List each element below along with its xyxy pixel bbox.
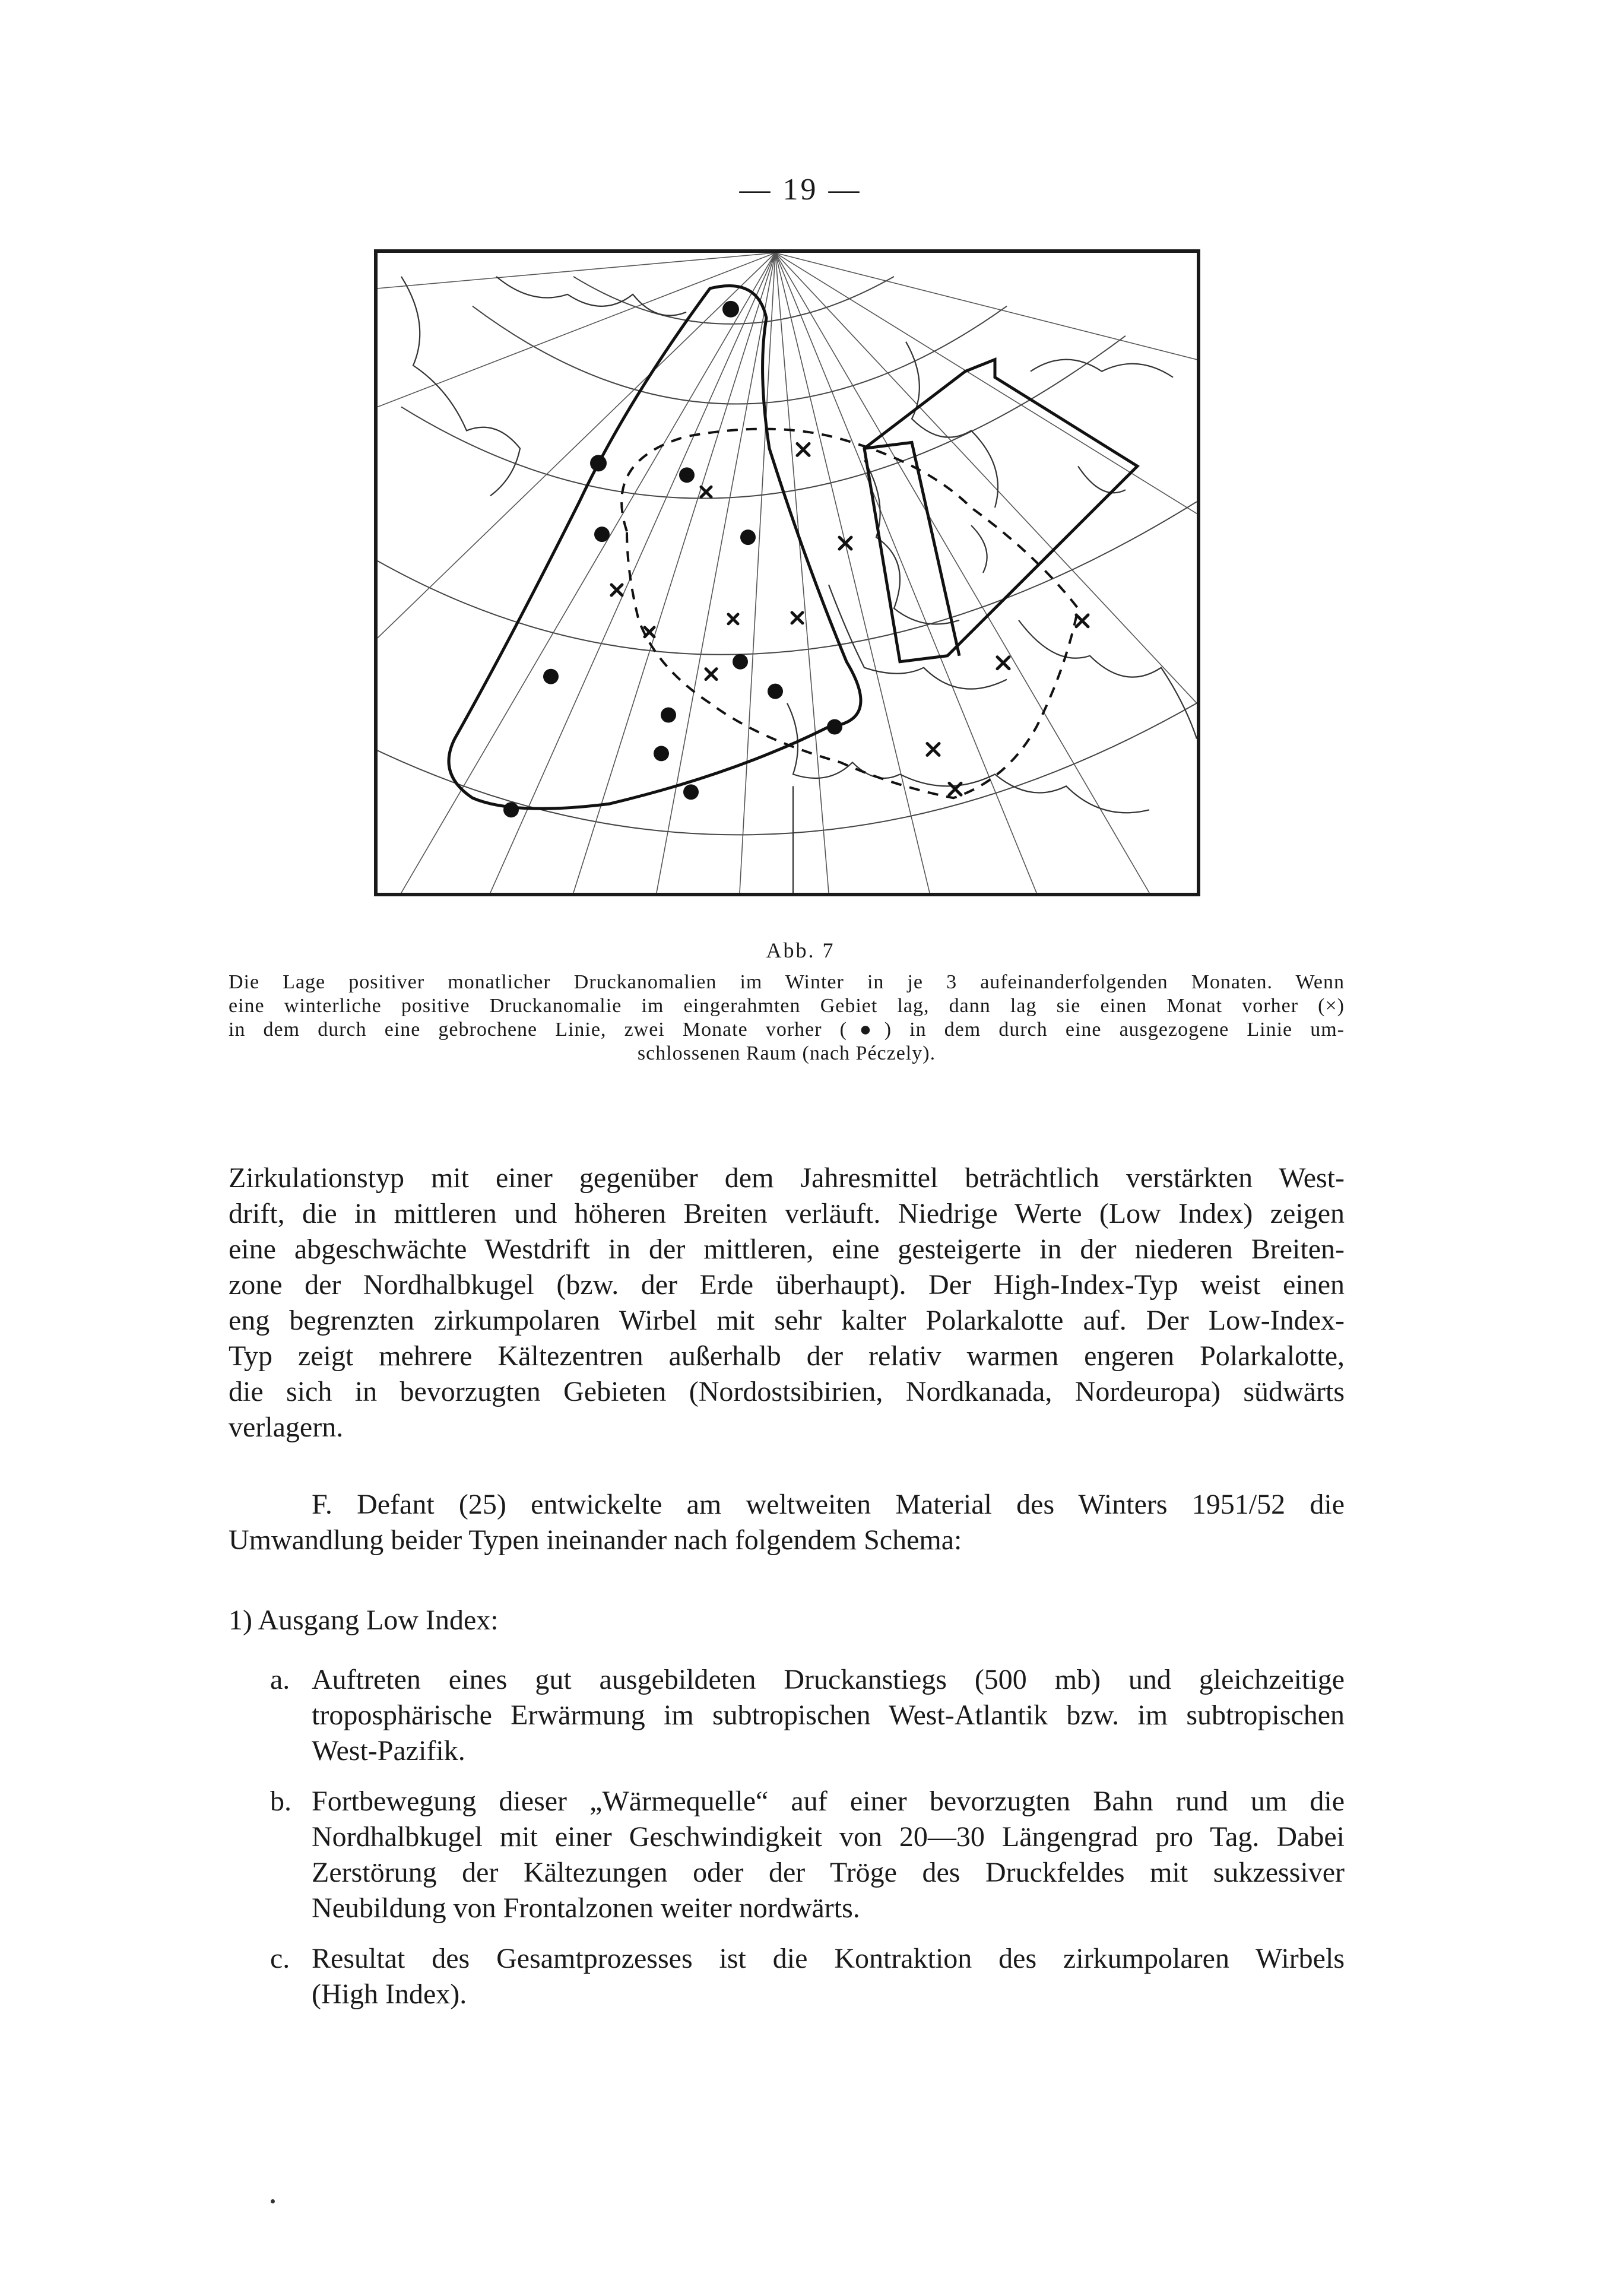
list-item-marker: c. [270, 1943, 290, 1974]
cross-marker [839, 537, 851, 549]
meridian-lines [378, 253, 1197, 893]
cross-marker [728, 614, 738, 624]
text-line: Fortbewegung dieser „Wärmequelle“ auf einer bevorzugten Bahn rund um die [312, 1786, 1345, 1817]
dot-marker [683, 784, 699, 800]
dot-marker [543, 669, 559, 684]
dot-marker [679, 467, 695, 483]
cross-marker [927, 743, 939, 755]
latitude-arc [473, 306, 1007, 404]
paragraph-zirkulationstyp [229, 1160, 1345, 1445]
paragraph-defant [229, 1487, 1345, 1558]
figure-map [374, 249, 1200, 896]
stray-dot [271, 2199, 275, 2203]
text-line: Auftreten eines gut ausgebildeten Druckanstiegs (500 mb) und gleichzeitige [312, 1664, 1345, 1695]
text-line: zone der Nordhalbkugel (bzw. der Erde überhaupt). Der High-Index-Typ weist einen [229, 1269, 1345, 1301]
caption-line: in dem durch eine gebrochene Linie, zwei Monate vorher (●) in dem durch eine ausgezogene Linie um- [229, 1019, 1345, 1041]
text-line: West-Pazifik. [312, 1735, 465, 1767]
text-line: Zerstörung der Kältezungen oder der Tröge des Druckfeldes mit sukzessiver [312, 1857, 1345, 1888]
dot-marker [768, 684, 783, 699]
text-line: Resultat des Gesamtprozesses ist die Kontraktion des zirkumpolaren Wirbels [312, 1943, 1345, 1974]
cross-marker [797, 443, 809, 455]
page-number: — 19 — [739, 173, 862, 207]
cross-marker [645, 627, 654, 637]
solid-line-region [449, 286, 861, 808]
text-line: eine abgeschwächte Westdrift in der mittleren, eine gesteigerte in der niederen Breiten- [229, 1233, 1345, 1265]
dot-marker [722, 301, 739, 318]
cross-marker [1076, 615, 1088, 627]
caption-line: schlossenen Raum (nach Péczely). [637, 1042, 936, 1064]
dot-marker [661, 708, 676, 723]
list-heading: 1) Ausgang Low Index: [229, 1604, 499, 1636]
caption-line: eine winterliche positive Druckanomalie im eingerahmten Gebiet lag, dann lag sie einen Monat vorher (×) [229, 995, 1345, 1017]
figure-caption [229, 971, 1345, 1065]
cross-marker [701, 487, 711, 497]
cross-marker [997, 657, 1009, 669]
caption-line: Die Lage positiver monatlicher Druckanomalien im Winter in je 3 aufeinanderfolgenden Monaten. Wenn [229, 971, 1345, 993]
coastlines [401, 277, 1197, 893]
text-line: drift, die in mittleren und höheren Breiten verläuft. Niedrige Werte (Low Index) zeigen [229, 1198, 1345, 1229]
text-line: Nordhalbkugel mit einer Geschwindigkeit von 20—30 Längengrad pro Tag. Dabei [312, 1821, 1345, 1853]
text-line: Typ zeigt mehrere Kältezentren außerhalb der relativ warmen engeren Polarkalotte, [229, 1340, 1345, 1372]
text-line: verlagern. [229, 1412, 344, 1443]
dot-markers [503, 301, 842, 817]
text-line: Zirkulationstyp mit einer gegenüber dem Jahresmittel beträchtlich verstärkten West- [229, 1162, 1345, 1194]
latitude-arc [378, 502, 1197, 655]
cross-markers [611, 443, 1088, 795]
dot-marker [594, 527, 610, 542]
text-line: troposphärische Erwärmung im subtropischen West-Atlantik bzw. im subtropischen [312, 1699, 1345, 1731]
cross-marker [611, 585, 622, 595]
dot-marker [503, 802, 519, 817]
list-item-marker: a. [270, 1664, 290, 1695]
polar-projection-map [378, 253, 1197, 893]
dot-marker [733, 654, 748, 670]
text-line: Neubildung von Frontalzonen weiter nordwärts. [312, 1892, 860, 1924]
list-item-text [312, 1662, 1345, 1769]
cross-marker [949, 783, 961, 795]
dot-marker [590, 455, 607, 471]
list-item-text [312, 1784, 1345, 1926]
figure-label: Abb. 7 [766, 938, 835, 962]
text-line: eng begrenzten zirkumpolaren Wirbel mit sehr kalter Polarkalotte auf. Der Low-Index- [229, 1305, 1345, 1336]
text-line: die sich in bevorzugten Gebieten (Nordostsibirien, Nordkanada, Nordeuropa) südwärts [229, 1376, 1345, 1407]
text-line: F. Defant (25) entwickelte am weltweiten Material des Winters 1951/52 die [312, 1489, 1345, 1520]
cross-marker [792, 613, 803, 623]
list-item-text [312, 1941, 1345, 2012]
text-line: Umwandlung beider Typen ineinander nach folgendem Schema: [229, 1524, 962, 1556]
cross-marker [706, 669, 717, 680]
dot-marker [740, 529, 756, 545]
list-item-marker: b. [270, 1786, 291, 1817]
dashed-line-region [622, 429, 1078, 798]
dot-marker [827, 719, 842, 735]
text-line: (High Index). [312, 1978, 467, 2010]
dot-marker [654, 746, 669, 761]
